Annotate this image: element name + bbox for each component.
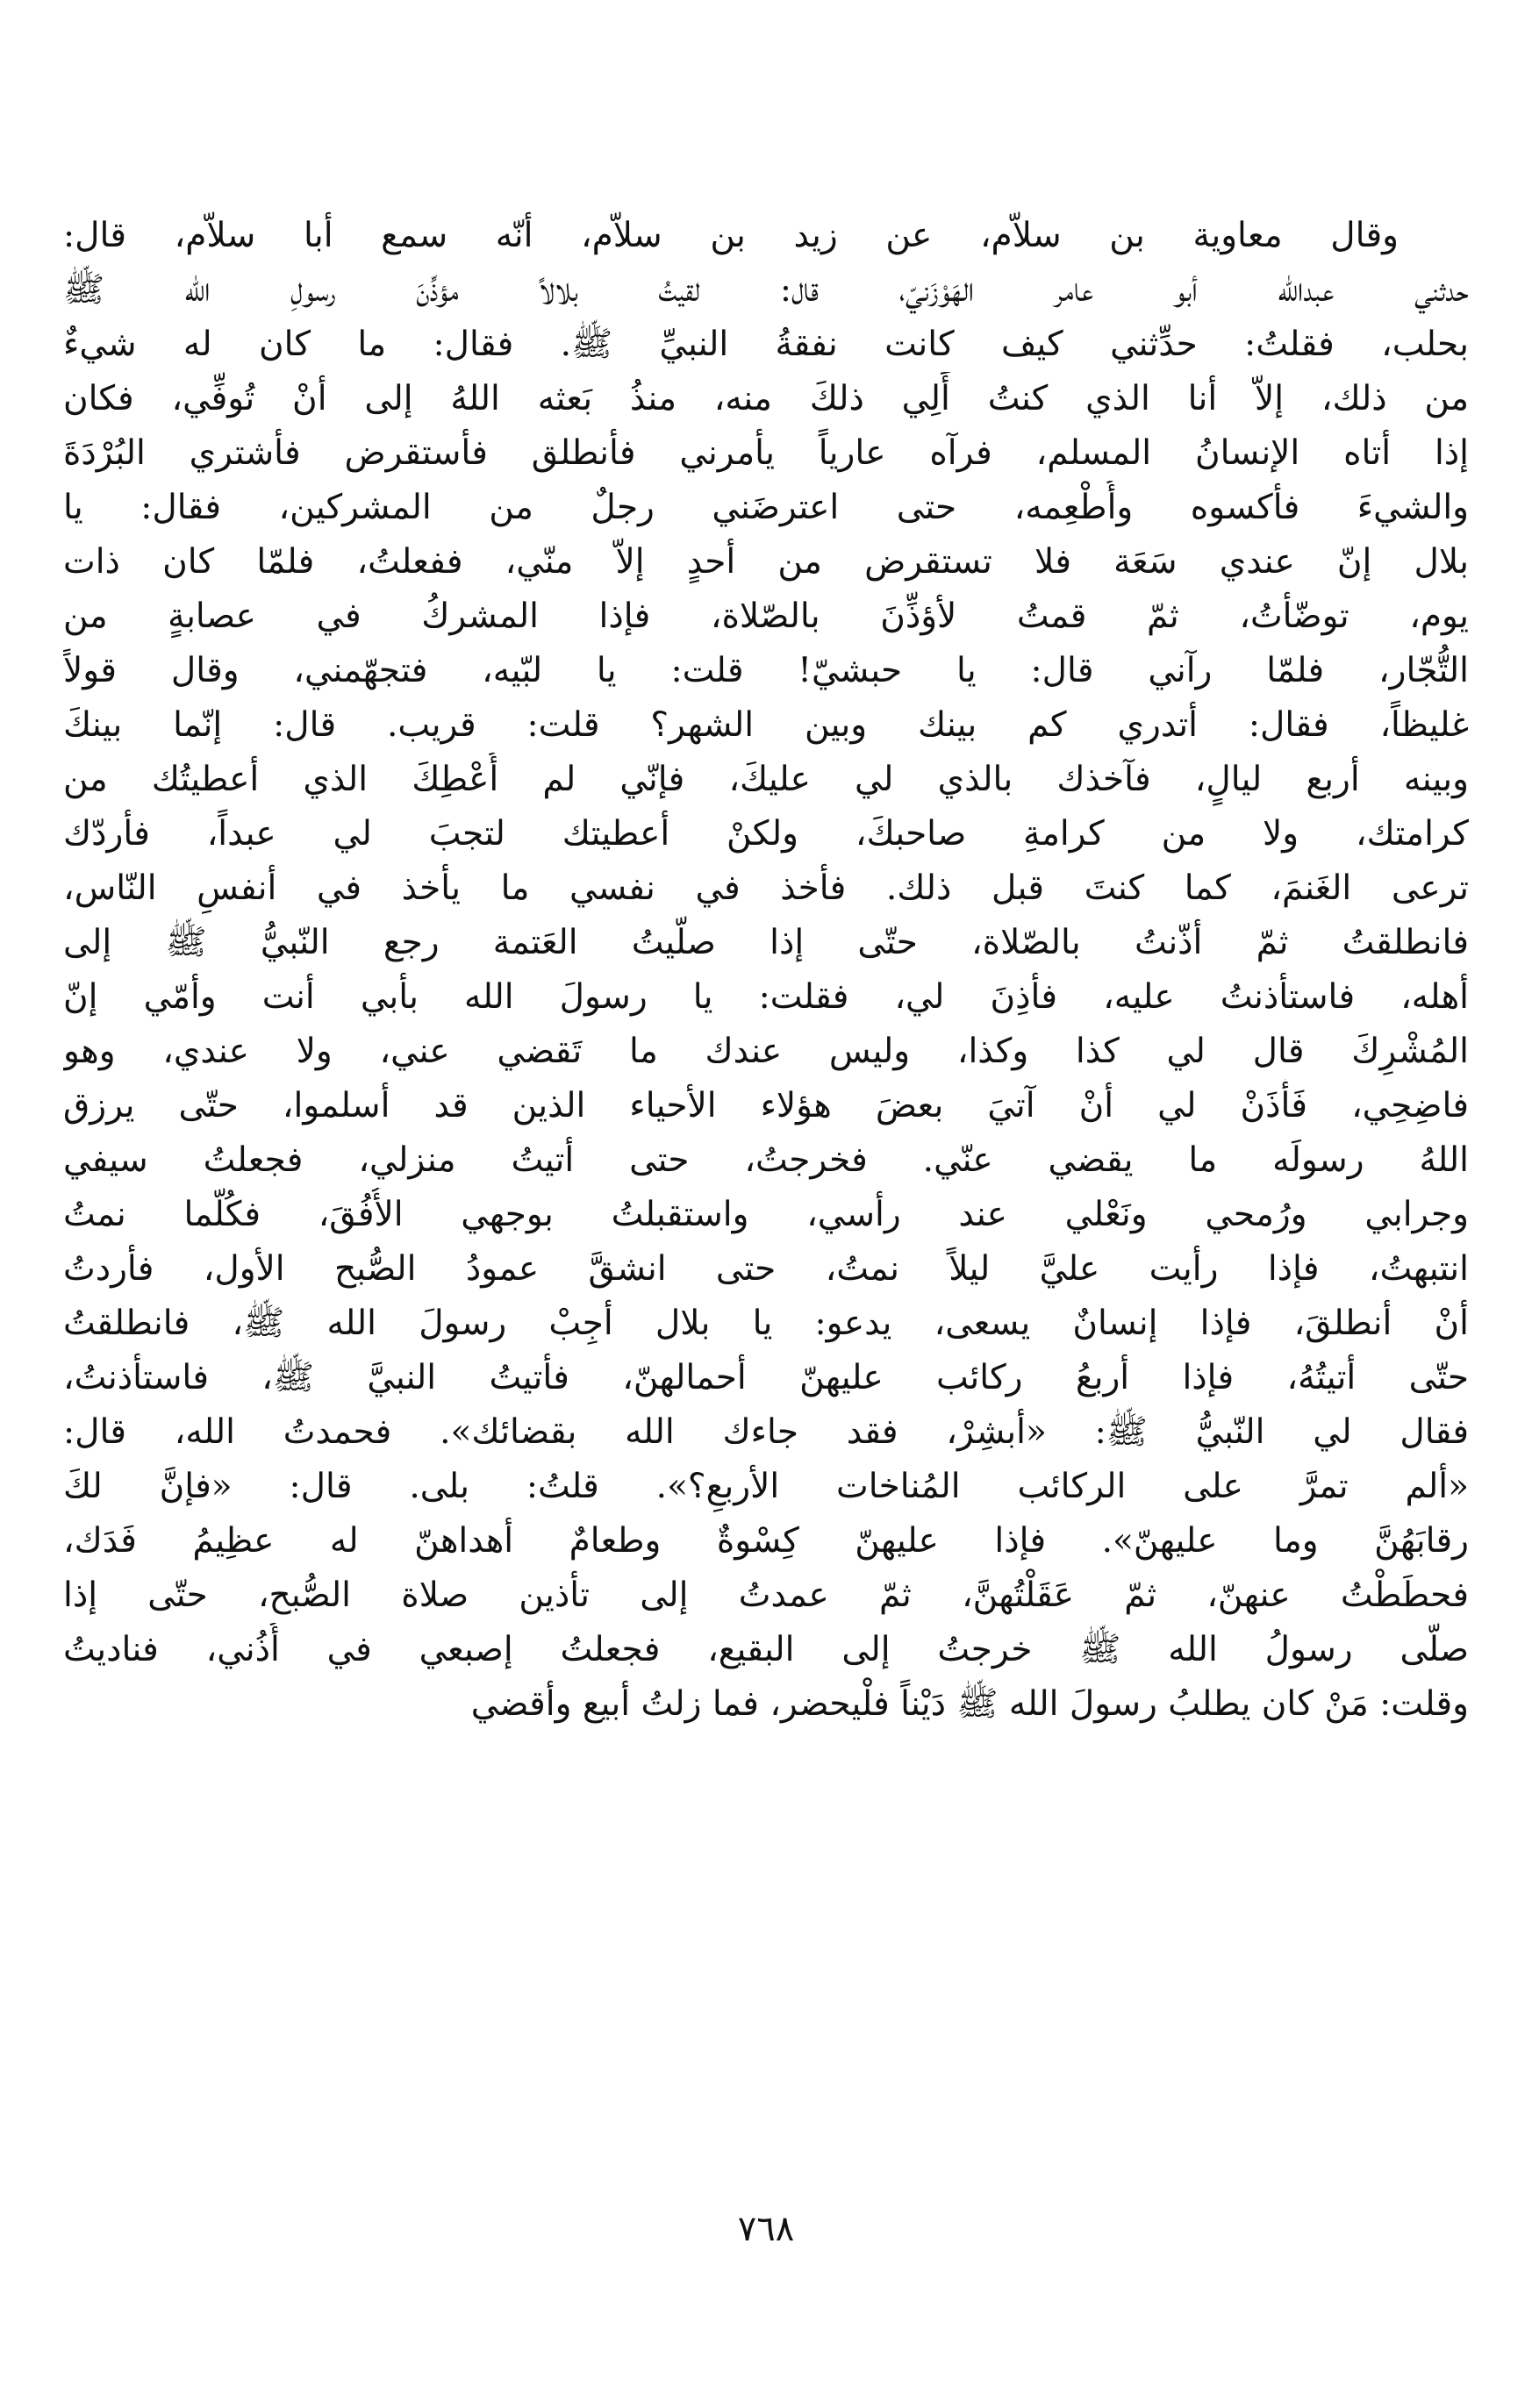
text-line: أهله، فاستأذنتُ عليه، فأذِنَ لي، فقلت: يا رسولَ الله بأبي أنت وأمّي إنّ bbox=[63, 977, 1469, 1017]
page-number: ٧٦٨ bbox=[737, 2209, 795, 2249]
text-line: فاضِحِي، فَأْذَنْ لي أنْ آتيَ بعضَ هؤلاء الأحياء الذين قد أسلموا، حتّى يرزق bbox=[63, 1086, 1469, 1125]
text-line: إذا أتاه الإنسانُ المسلم، فرآه عارياً يأمرني فأنطلق فأستقرض فأشتري البُرْدَةَ bbox=[63, 433, 1469, 473]
body-text bbox=[63, 209, 1469, 1732]
text-line: والشيءَ فأكسوه وأُطْعِمه، حتى اعترضَني رجلٌ من المشركين، فقال: يا bbox=[63, 488, 1469, 527]
text-line: فحطَطْتُ عنهنّ، ثمّ عَقَلْتُهنَّ، ثمّ عمدتُ إلى تأذين صلاة الصُّبح، حتّى إذا bbox=[63, 1576, 1469, 1615]
text-line: التُّجّار، فلمّا رآني قال: يا حبشيّ! قلت: يا لبّيه، فتجهّمني، وقال قولاً bbox=[63, 651, 1469, 690]
text-line: حتّى أتيتُهُ، فإذا أربعُ ركائب عليهنّ أحمالهنّ، فأتيتُ النبيَّ ﷺ، فاستأذنتُ، bbox=[63, 1358, 1469, 1397]
text-line: فانطلقتُ ثمّ أذّنتُ بالصّلاة، حتّى إذا صلّيتُ العَتمة رجع النّبيُّ ﷺ إلى bbox=[63, 923, 1469, 962]
text-line: اللهُ رسولَه ما يقضي عنّي. فخرجتُ، حتى أتيتُ منزلي، فجعلتُ سيفي bbox=[63, 1140, 1469, 1180]
text-line: بلال إنّ عندي سَعَة فلا تستقرض من أحدٍ إلاّ منّي، ففعلتُ، فلمّا كان ذات bbox=[63, 542, 1469, 582]
text-line: المُشْرِكَ قال لي كذا وكذا، وليس عندك ما تَقضي عني، ولا عندي، وهو bbox=[63, 1032, 1469, 1071]
text-line: يوم، توضّأتُ، ثمّ قمتُ لأؤذِّنَ بالصّلاة، فإذا المشركُ في عصابةٍ من bbox=[63, 597, 1469, 636]
text-line: وبينه أربع ليالٍ، فآخذك بالذي لي عليكَ، فإنّي لم أُعْطِكَ الذي أعطيتُك من bbox=[63, 760, 1469, 799]
text-line: أنْ أنطلقَ، فإذا إنسانٌ يسعى، يدعو: يا بلال أجِبْ رسولَ الله ﷺ، فانطلقتُ bbox=[63, 1304, 1469, 1343]
text-line: غليظاً، فقال: أتدري كم بينك وبين الشهر؟ قلت: قريب. قال: إنّما بينكَ bbox=[63, 705, 1469, 745]
text-line: حدثني عبدالله أبو عامر الهَوْزَنيّ، قال: لقيتُ بلالاً مؤذِّنَ رسولِ الله ﷺ bbox=[63, 270, 1469, 310]
text-line: وقلت: مَنْ كان يطلبُ رسولَ الله ﷺ دَيْناً فلْيحضر، فما زلتُ أبيع وأقضي bbox=[470, 1684, 1469, 1724]
text-line: رقابَهُنَّ وما عليهنّ». فإذا عليهنّ كِسْوةٌ وطعامٌ أهداهنّ له عظِيمُ فَدَك، bbox=[63, 1521, 1469, 1561]
text-line: فقال لي النّبيُّ ﷺ: «أبشِرْ، فقد جاءك الله بقضائك». فحمدتُ الله، قال: bbox=[63, 1412, 1469, 1452]
text-line: «ألم تمرَّ على الركائب المُناخات الأربعِ؟». قلتُ: بلى. قال: «فإنَّ لكَ bbox=[63, 1467, 1469, 1506]
text-line: بحلب، فقلتُ: حدِّثني كيف كانت نفقةُ النبيِّ ﷺ. فقال: ما كان له شيءٌ bbox=[63, 325, 1469, 364]
text-line: ترعى الغَنمَ، كما كنتَ قبل ذلك. فأخذ في نفسي ما يأخذ في أنفسِ النّاس، bbox=[63, 868, 1469, 908]
text-line: صلّى رسولُ الله ﷺ خرجتُ إلى البقيع، فجعلتُ إصبعي في أُذُني، فناديتُ bbox=[63, 1630, 1469, 1669]
text-line: كرامتك، ولا من كرامةِ صاحبكَ، ولكنْ أعطيتك لتجبَ لي عبداً، فأردّك bbox=[63, 814, 1469, 854]
text-line: وقال معاوية بن سلاّم، عن زيد بن سلاّم، أنّه سمع أبا سلاّم، قال: bbox=[63, 216, 1399, 255]
text-line: انتبهتُ، فإذا رأيت عليَّ ليلاً نمتُ، حتى انشقَّ عمودُ الصُّبح الأول، فأردتُ bbox=[63, 1249, 1469, 1289]
text-line: وجرابي ورُمحي ونَعْلي عند رأسي، واستقبلتُ بوجهي الأُفُقَ، فكُلّما نمتُ bbox=[63, 1195, 1469, 1234]
text-line: من ذلك، إلاّ أنا الذي كنتُ أَلِي ذلكَ منه، منذُ بَعثه اللهُ إلى أنْ تُوفِّي، فكان bbox=[63, 379, 1469, 418]
